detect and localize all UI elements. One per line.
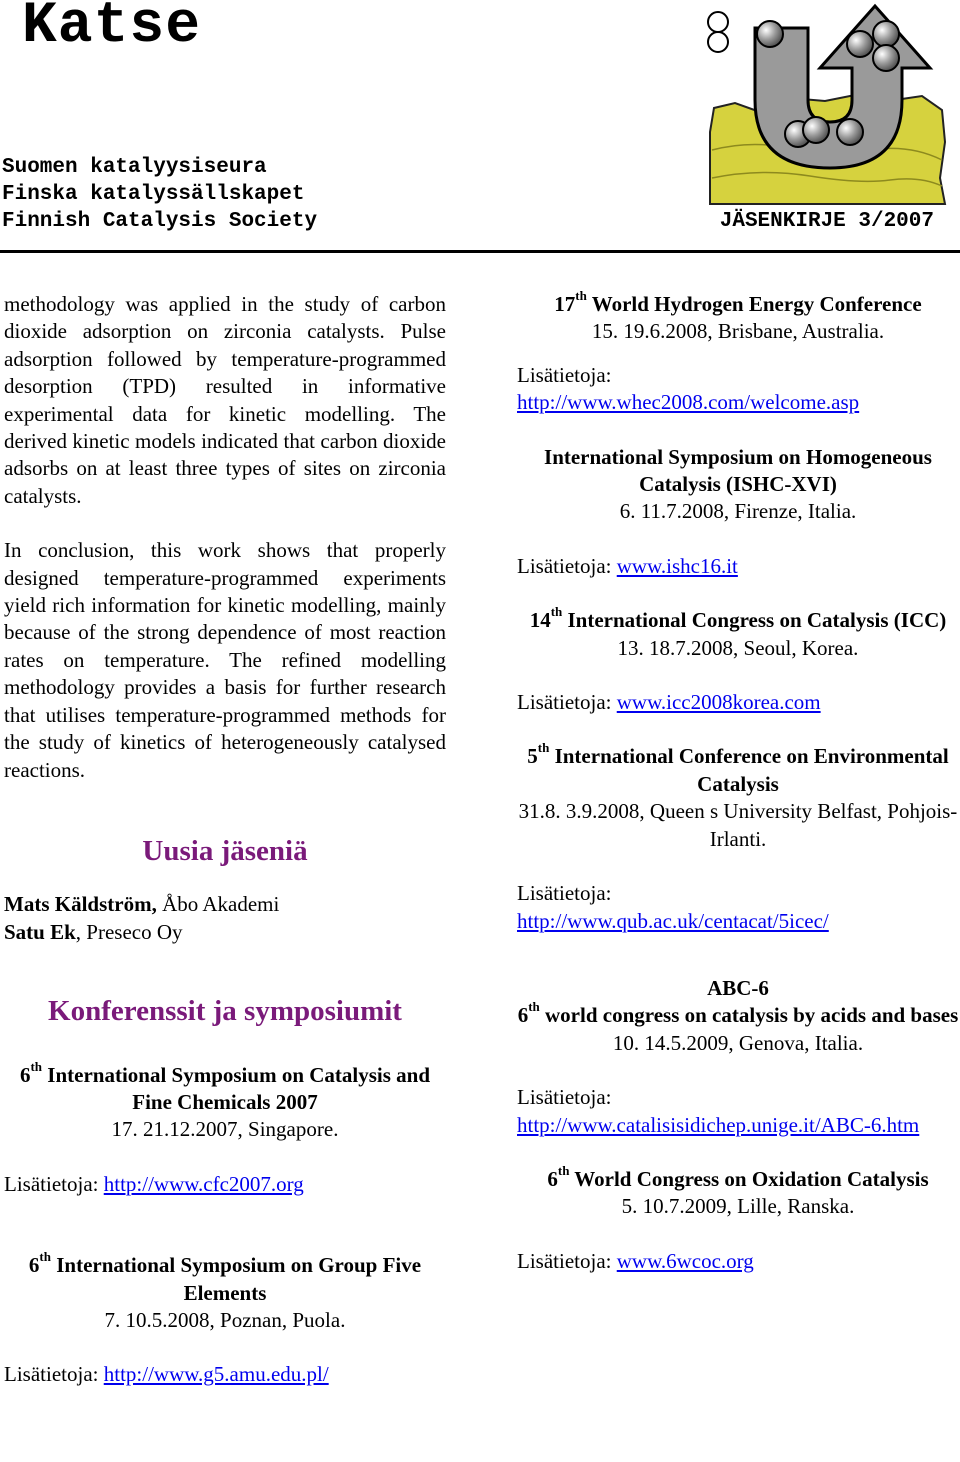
conference-link[interactable]: www.icc2008korea.com: [616, 690, 821, 715]
header-divider: [0, 250, 960, 253]
society-name-english: Finnish Catalysis Society: [2, 210, 318, 233]
conference-date: 7. 10.5.2008, Poznan, Puola.: [104, 1307, 346, 1332]
new-members-heading: Uusia jäseniä: [142, 834, 308, 867]
conference-entry: [4, 1249, 446, 1389]
conference-info-label: Lisätietoja:: [517, 881, 612, 906]
conference-info: Lisätietoja: www.6wcoc.org: [517, 1248, 754, 1273]
conference-info-label: Lisätietoja:: [517, 1085, 612, 1110]
conference-link[interactable]: http://www.whec2008.com/welcome.asp: [517, 390, 860, 415]
member-organization: , Preseco Oy: [75, 919, 183, 944]
conference-title: 6th International Symposium on Group Five Elements: [28, 1249, 422, 1305]
conference-link[interactable]: http://www.g5.amu.edu.pl/: [103, 1362, 329, 1387]
member-name: Satu Ek: [4, 919, 76, 944]
article-paragraph: methodology was applied in the study of carbon dioxide adsorption on zirconia catalysts. Pulse adsorption followed by temperature-programmed desorption (TPD) resulted in informative experimental data for kinetic modelling. The derived kinetic models indicated that carbon dioxide adsorbs on at least three types of sites on zirconia catalysts.: [4, 292, 446, 508]
member-name: Mats Käldström,: [4, 892, 157, 917]
conference-date: 10. 14.5.2009, Genova, Italia.: [612, 1030, 864, 1055]
conference-title: 17th World Hydrogen Energy Conference: [554, 288, 922, 316]
conference-title: 5th International Conference on Environmental Catalysis: [527, 740, 949, 796]
conference-entry: [4, 1058, 446, 1199]
conference-info: Lisätietoja: http://www.g5.amu.edu.pl/: [4, 1362, 329, 1387]
conference-title: 6th World Congress on Oxidation Catalysis: [547, 1162, 929, 1191]
conference-title: 14th International Congress on Catalysis (ICC): [529, 604, 947, 633]
article-conclusion-paragraph: In conclusion, this work shows that properly designed temperature-programmed experiments yield rich information for kinetic modelling, mainly because of the strong dependence of most reaction rates on temperature. The refined modelling methodology provides a basis for further research that utilises temperature-programmed methods for the study of kinetics of heterogeneously catalysed reactions.: [4, 538, 446, 782]
conference-title: International Symposium on Homogeneous Catalysis (ISHC-XVI): [544, 444, 932, 497]
member-organization: Åbo Akademi: [156, 892, 280, 917]
conferences-heading: Konferenssit ja symposiumit: [48, 995, 402, 1028]
society-logo: [690, 0, 960, 205]
issue-number: JÄSENKIRJE 3/2007: [719, 210, 934, 233]
conference-info: Lisätietoja: www.icc2008korea.com: [517, 690, 821, 715]
conference-info: Lisätietoja: www.ishc16.it: [517, 553, 738, 578]
newsletter-title: Katse: [22, 0, 202, 59]
conference-date: 13. 18.7.2008, Seoul, Korea.: [617, 635, 859, 660]
conference-entry: [517, 740, 959, 934]
conference-abbreviation: ABC-6: [707, 975, 769, 1000]
member-entry: [4, 891, 446, 918]
conference-title: 6th International Symposium on Catalysis and Fine Chemicals 2007: [19, 1058, 431, 1114]
right-column: [517, 288, 959, 1275]
conference-date: 5. 10.7.2009, Lille, Ranska.: [621, 1194, 855, 1219]
conference-entry: [517, 1162, 959, 1275]
conference-entry: [517, 975, 959, 1139]
society-name-swedish: Finska katalyssällskapet: [2, 183, 305, 206]
conference-info: Lisätietoja: http://www.cfc2007.org: [4, 1171, 304, 1196]
conference-link[interactable]: http://www.catalisisidichep.unige.it/ABC-6.htm: [517, 1112, 920, 1137]
society-name-finnish: Suomen katalyysiseura: [2, 156, 267, 179]
conference-entry: [517, 604, 959, 716]
conference-date: 6. 11.7.2008, Firenze, Italia.: [619, 499, 857, 524]
conference-date: 31.8. 3.9.2008, Queen s University Belfast, Pohjois-Irlanti.: [518, 799, 958, 851]
conference-link[interactable]: www.ishc16.it: [616, 553, 738, 578]
conference-entry: [517, 288, 959, 417]
conference-link[interactable]: http://www.cfc2007.org: [103, 1171, 304, 1196]
conference-link[interactable]: http://www.qub.ac.uk/centacat/5icec/: [517, 908, 829, 933]
conference-title: 6th world congress on catalysis by acids and bases: [517, 999, 959, 1028]
left-column: [4, 291, 446, 1389]
conference-link[interactable]: www.6wcoc.org: [616, 1248, 754, 1273]
conference-entry: [517, 444, 959, 581]
conference-date: 17. 21.12.2007, Singapore.: [111, 1117, 339, 1142]
member-entry: [4, 919, 446, 946]
conference-info-label: Lisätietoja:: [517, 362, 612, 387]
conference-date: 15. 19.6.2008, Brisbane, Australia.: [591, 319, 885, 344]
